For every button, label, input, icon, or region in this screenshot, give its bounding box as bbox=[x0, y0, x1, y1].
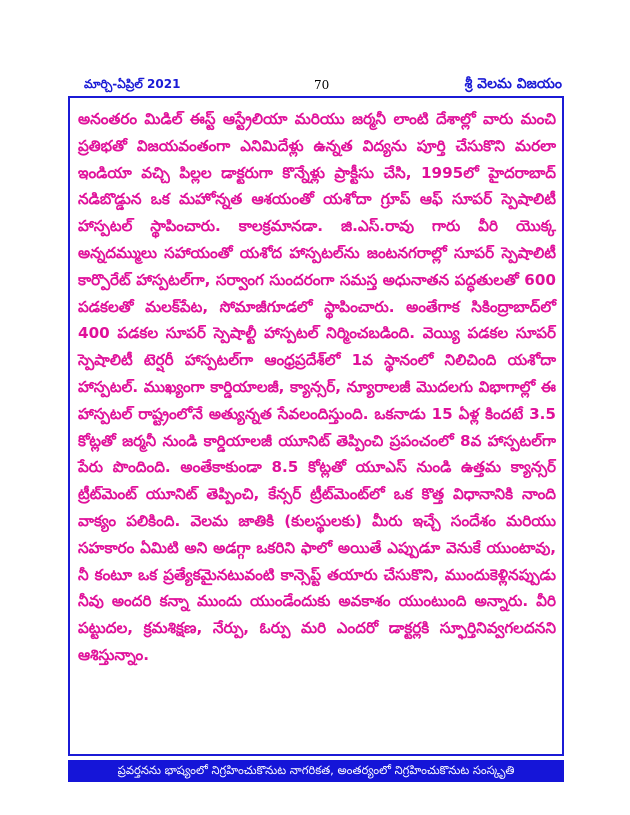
article-box bbox=[68, 96, 564, 756]
article-body: అనంతరం మిడిల్ ఈస్ట్ ఆస్ట్రేలియా మరియు జర్మనీ లాంటి దేశాల్లో వారు మంచి ప్రతిభతో విజయవంతంగా ఎనిమిదేళ్లు ఉన్నత విద్యను పూర్తి చేసుకొని మరలా ఇండియా వచ్చి పిల్లల డాక్టరుగా కొన్నేళ్లు ప్రాక్టీసు చేసి, 1995లో హైదరాబాద్ నడిబొడ్డున ఒక మహోన్నత ఆశయంతో యశోదా గ్రూప్ ఆఫ్ సూపర్ స్పెషాలిటీ హాస్పటల్ స్థాపించారు. కాలక్రమానడా. జి.ఎస్.రావు గారు వీరి యొక్క అన్నదమ్ములు సహాయంతో యశోద హాస్పటల్‌ను జంటనగరాల్లో సూపర్ స్పెషాలిటీ కార్పొరేట్ హాస్పటల్‌గా, సర్వాంగ సుందరంగా సమస్త అధునాతన పద్ధతులతో 600 పడకలతో మలక్‌పేట, సోమాజీగూడలో స్థాపించారు. అంతేగాక సికింద్రాబాద్‌లో 400 పడకల సూపర్ స్పెషాల్టీ హాస్పటల్ నిర్మించబడింది. వెయ్యి పడకల సూపర్ స్పెషాలిటీ టెర్షరీ హాస్పటల్‌గా ఆంధ్రప్రదేశ్‌లో 1వ స్థానంలో నిలిచింది యశోదా హాస్పటల్. ముఖ్యంగా కార్డియాలజీ, క్యాన్సర్, న్యూరాలజీ మొదలగు విభాగాల్లో ఈ హాస్పటల్ రాష్ట్రంలోనే అత్యున్నత సేవలందిస్తుంది. ఒకనాడు 15 ఏళ్ల కిందటే 3.5 కోట్లతో జర్మనీ నుండి కార్డియాలజీ యూనిట్ తెప్పించి ప్రపంచంలో 8వ హాస్పటల్‌గా పేరు పొందింది. అంతేకాకుండా 8.5 కోట్లతో యూఎస్ నుండి ఉత్తమ క్యాన్సర్ ట్రీట్‌మెంట్ యూనిట్ తెప్పించి, కేన్సర్ ట్రీట్‌మెంట్‌లో ఒక కొత్త విధానానికి నాంది వాక్యం పలికింది. వెలమ జాతికి (కులస్థులకు) మీరు ఇచ్చే సందేశం మరియు సహకారం ఏమిటి అని అడగ్గా ఒకరిని ఫాలో అయితే ఎప్పుడూ వెనుకే యుంటావు, నీ కంటూ ఒక ప్రత్యేకమైనటువంటి కాన్సెప్ట్ తయారు చేసుకొని, ముందుకెళ్లినప్పుడు నీవు అందరి కన్నా ముందు యుండేందుకు అవకాశం యుంటుంది అన్నారు. వీరి పట్టుదల, క్రమశిక్షణ, నేర్పు, ఓర్పు మరి ఎందరో డాక్టర్లకి స్ఫూర్తినివ్వగలదనని ఆశిస్తున్నాం. bbox=[78, 110, 556, 664]
issue-date: మార్చి-ఏప్రిల్ 2021 bbox=[84, 76, 181, 91]
footer-motto: ప్రవర్తనను భాష్యంలో నిగ్రహించుకొనుట నాగరికత, అంతర్యంలో నిగ్రహించుకొనుట సంస్కృతి bbox=[117, 762, 515, 777]
magazine-title: శ్రీ వెలమ విజయం bbox=[464, 75, 562, 92]
page-number: 70 bbox=[314, 78, 330, 92]
page-header bbox=[64, 76, 568, 94]
footer-banner bbox=[68, 760, 564, 782]
